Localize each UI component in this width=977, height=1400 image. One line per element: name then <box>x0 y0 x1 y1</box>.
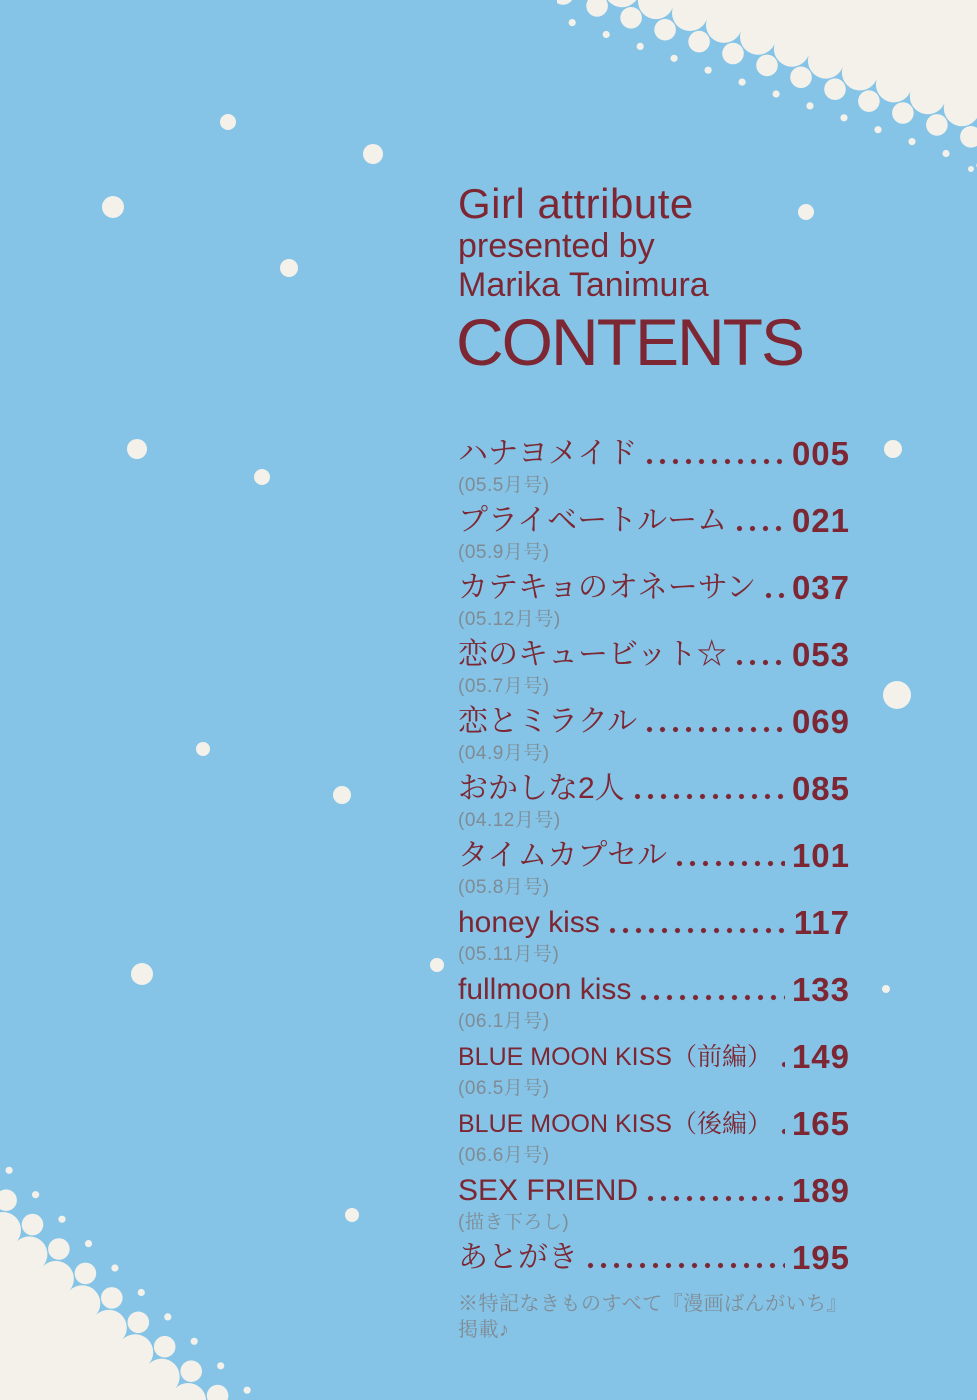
toc-entry <box>458 1039 850 1106</box>
entry-subtitle: (05.8月号) <box>458 877 550 898</box>
presented-by-line: presented by <box>458 227 655 265</box>
entry-leader-dots <box>776 1039 785 1075</box>
entry-leader-dots <box>671 838 785 874</box>
toc-entry <box>458 637 850 704</box>
entry-leader-dots <box>760 570 785 606</box>
toc-entry <box>458 570 850 637</box>
entry-leader-dots <box>642 1173 785 1209</box>
footer-note: ※特記なきものすべて『漫画ばんがいち』掲載♪ <box>458 1293 848 1341</box>
toc-entry <box>458 503 850 570</box>
contents-heading: CONTENTS <box>456 305 803 379</box>
entry-page-number: 053 <box>791 636 850 673</box>
halftone-corner-bottom-left <box>0 1100 360 1400</box>
entry-title: SEX FRIEND <box>458 1174 639 1207</box>
toc-entry <box>458 1173 850 1240</box>
entry-title: プライベートルーム <box>458 504 728 537</box>
toc-entry <box>458 436 850 503</box>
entry-page-number: 069 <box>791 703 850 740</box>
entry-title: BLUE MOON KISS（前編） <box>458 1043 772 1071</box>
entry-leader-dots <box>731 637 785 673</box>
entry-page-number: 165 <box>791 1105 850 1142</box>
entry-subtitle: (05.12月号) <box>458 609 561 630</box>
entry-title: 恋のキュービット☆ <box>458 638 727 671</box>
book-title: Girl attribute <box>458 180 694 227</box>
toc-list <box>458 436 850 1343</box>
entry-leader-dots <box>635 972 785 1008</box>
header <box>458 180 803 377</box>
entry-leader-dots <box>641 704 785 740</box>
entry-leader-dots <box>604 905 787 941</box>
entry-title: タイムカプセル <box>458 839 668 872</box>
entry-page-number: 149 <box>791 1038 850 1075</box>
entry-page-number: 085 <box>791 770 850 807</box>
entry-page-number: 037 <box>791 569 850 606</box>
entry-title: BLUE MOON KISS（後編） <box>458 1110 772 1138</box>
entry-subtitle: (05.11月号) <box>458 944 560 965</box>
entry-subtitle: (05.7月号) <box>458 676 550 697</box>
entry-subtitle: (04.12月号) <box>458 810 561 831</box>
toc-entry <box>458 905 850 972</box>
toc-entry <box>458 704 850 771</box>
entry-leader-dots <box>776 1106 785 1142</box>
entry-leader-dots <box>731 503 785 539</box>
entry-page-number: 195 <box>791 1239 850 1276</box>
entry-title: ハナヨメイド <box>458 437 638 470</box>
entry-leader-dots <box>641 436 785 472</box>
entry-subtitle: (05.5月号) <box>458 475 550 496</box>
toc-entry <box>458 771 850 838</box>
entry-page-number: 021 <box>791 502 850 539</box>
entry-subtitle: (04.9月号) <box>458 743 550 764</box>
toc-entry <box>458 1106 850 1173</box>
entry-leader-dots <box>629 771 785 807</box>
entry-title: カテキョのオネーサン <box>458 571 757 604</box>
entry-title: 恋とミラクル <box>458 705 638 738</box>
entry-page-number: 117 <box>793 904 850 941</box>
entry-title: fullmoon kiss <box>458 973 632 1006</box>
entry-page-number: 005 <box>791 435 850 472</box>
author-name: Marika Tanimura <box>458 266 709 304</box>
entry-subtitle: (06.1月号) <box>458 1011 550 1032</box>
entry-title: おかしな2人 <box>458 772 625 805</box>
toc-entry <box>458 972 850 1039</box>
entry-title: あとがき <box>458 1241 578 1274</box>
entry-subtitle: (06.6月号) <box>458 1145 550 1166</box>
entry-title: honey kiss <box>458 906 600 939</box>
toc-entry <box>458 838 850 905</box>
entry-page-number: 101 <box>791 837 850 874</box>
entry-subtitle: (05.9月号) <box>458 542 550 563</box>
entry-leader-dots <box>582 1240 785 1276</box>
toc-entry <box>458 1240 850 1276</box>
entry-page-number: 133 <box>791 971 850 1008</box>
entry-subtitle: (06.5月号) <box>458 1078 550 1099</box>
entry-page-number: 189 <box>791 1172 850 1209</box>
entry-subtitle: (描き下ろし) <box>458 1212 570 1233</box>
